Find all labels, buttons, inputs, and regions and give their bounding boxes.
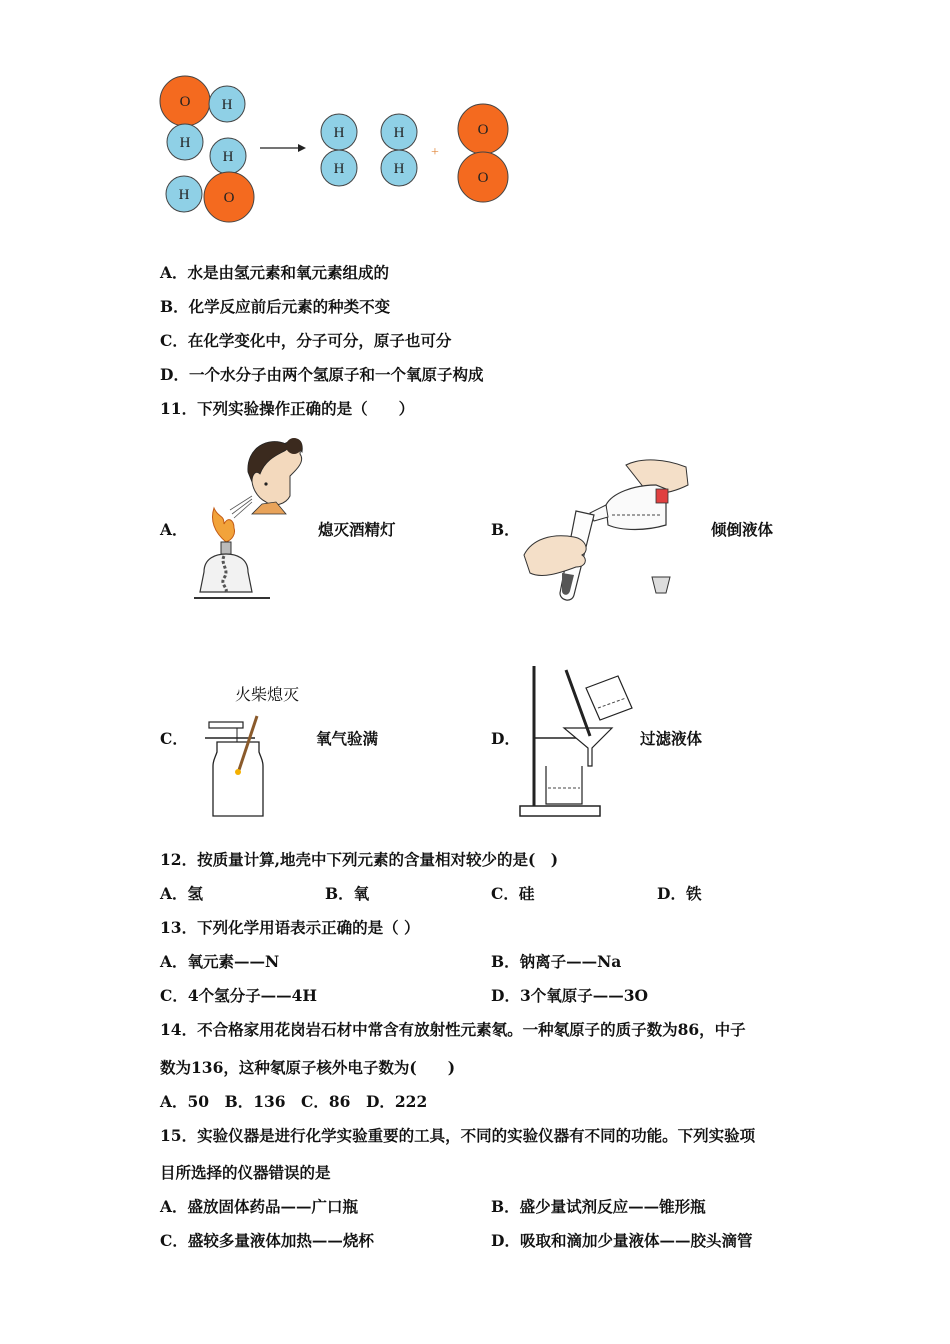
option-b: B．氧 — [325, 884, 370, 903]
filtration-figure — [516, 662, 646, 822]
option-letter: C． — [160, 729, 188, 748]
option-letter: B． — [491, 520, 520, 539]
pouring-liquid-figure — [516, 455, 696, 605]
option-a: A．盛放固体药品——广口瓶 — [160, 1197, 359, 1216]
flame-icon — [213, 508, 235, 542]
option-a: A．氢 — [160, 884, 204, 903]
atom-label: H — [221, 97, 233, 113]
option-letter: D． — [491, 729, 520, 748]
plus-sign: + — [431, 145, 439, 160]
question-stem-line1: 15．实验仪器是进行化学实验重要的工具，不同的实验仪器有不同的功能。下列实验项 — [160, 1126, 756, 1145]
option-c: C．盛较多量液体加热——烧杯 — [160, 1231, 374, 1250]
question-stem-line2: 数为136，这种氡原子核外电子数为( ) — [160, 1058, 456, 1077]
atom-label: H — [393, 161, 405, 177]
option-d: D．铁 — [657, 884, 702, 903]
atom-label: H — [393, 125, 405, 141]
option-c: C．4个氢分子——4H — [160, 986, 318, 1005]
reaction-arrow — [260, 144, 306, 152]
question-stem: 13．下列化学用语表示正确的是（ ） — [160, 918, 420, 937]
option-b: B．盛少量试剂反应——锥形瓶 — [491, 1197, 706, 1216]
water-decomposition-diagram — [150, 68, 530, 228]
atom-label: H — [178, 187, 190, 203]
question-stem: 12．按质量计算,地壳中下列元素的含量相对较少的是( ) — [160, 850, 559, 869]
oxygen-check-figure — [205, 712, 275, 820]
option-d: D．一个水分子由两个氢原子和一个氧原子构成 — [160, 365, 484, 384]
option-caption: 倾倒液体 — [711, 520, 774, 539]
question-stem: 11．下列实验操作正确的是（ ） — [160, 399, 415, 418]
question-stem-line1: 14．不合格家用花岗岩石材中常含有放射性元素氡。一种氡原子的质子数为86，中子 — [160, 1020, 746, 1039]
match-extinguished-label: 火柴熄灭 — [235, 685, 300, 704]
atom-label: O — [223, 190, 235, 206]
option-c: C．硅 — [491, 884, 535, 903]
atom-label: H — [222, 149, 234, 165]
option-a: A．水是由氢元素和氧元素组成的 — [160, 263, 390, 282]
option-d: D．3个氧原子——3O — [491, 986, 649, 1005]
atom-label: H — [179, 135, 191, 151]
option-caption: 氧气验满 — [316, 729, 379, 748]
answer-options: A．50 B．136 C．86 D．222 — [160, 1092, 428, 1111]
question-stem-line2: 目所选择的仪器错误的是 — [160, 1163, 331, 1182]
option-caption: 熄灭酒精灯 — [318, 520, 396, 539]
option-caption: 过滤液体 — [640, 729, 703, 748]
girl-head-illustration — [248, 438, 302, 514]
atom-label: O — [477, 170, 489, 186]
option-c: C．在化学变化中，分子可分，原子也可分 — [160, 331, 452, 350]
option-b: B．钠离子——Na — [491, 952, 622, 971]
option-b: B．化学反应前后元素的种类不变 — [160, 297, 391, 316]
alcohol-lamp-figure — [190, 432, 310, 604]
atom-label: O — [179, 94, 191, 110]
atom-label: H — [333, 125, 345, 141]
option-d: D．吸取和滴加少量液体——胶头滴管 — [491, 1231, 753, 1250]
atom-label: H — [333, 161, 345, 177]
atom-label: O — [477, 122, 489, 138]
option-a: A．氧元素——N — [160, 952, 280, 971]
option-letter: A． — [160, 520, 188, 539]
